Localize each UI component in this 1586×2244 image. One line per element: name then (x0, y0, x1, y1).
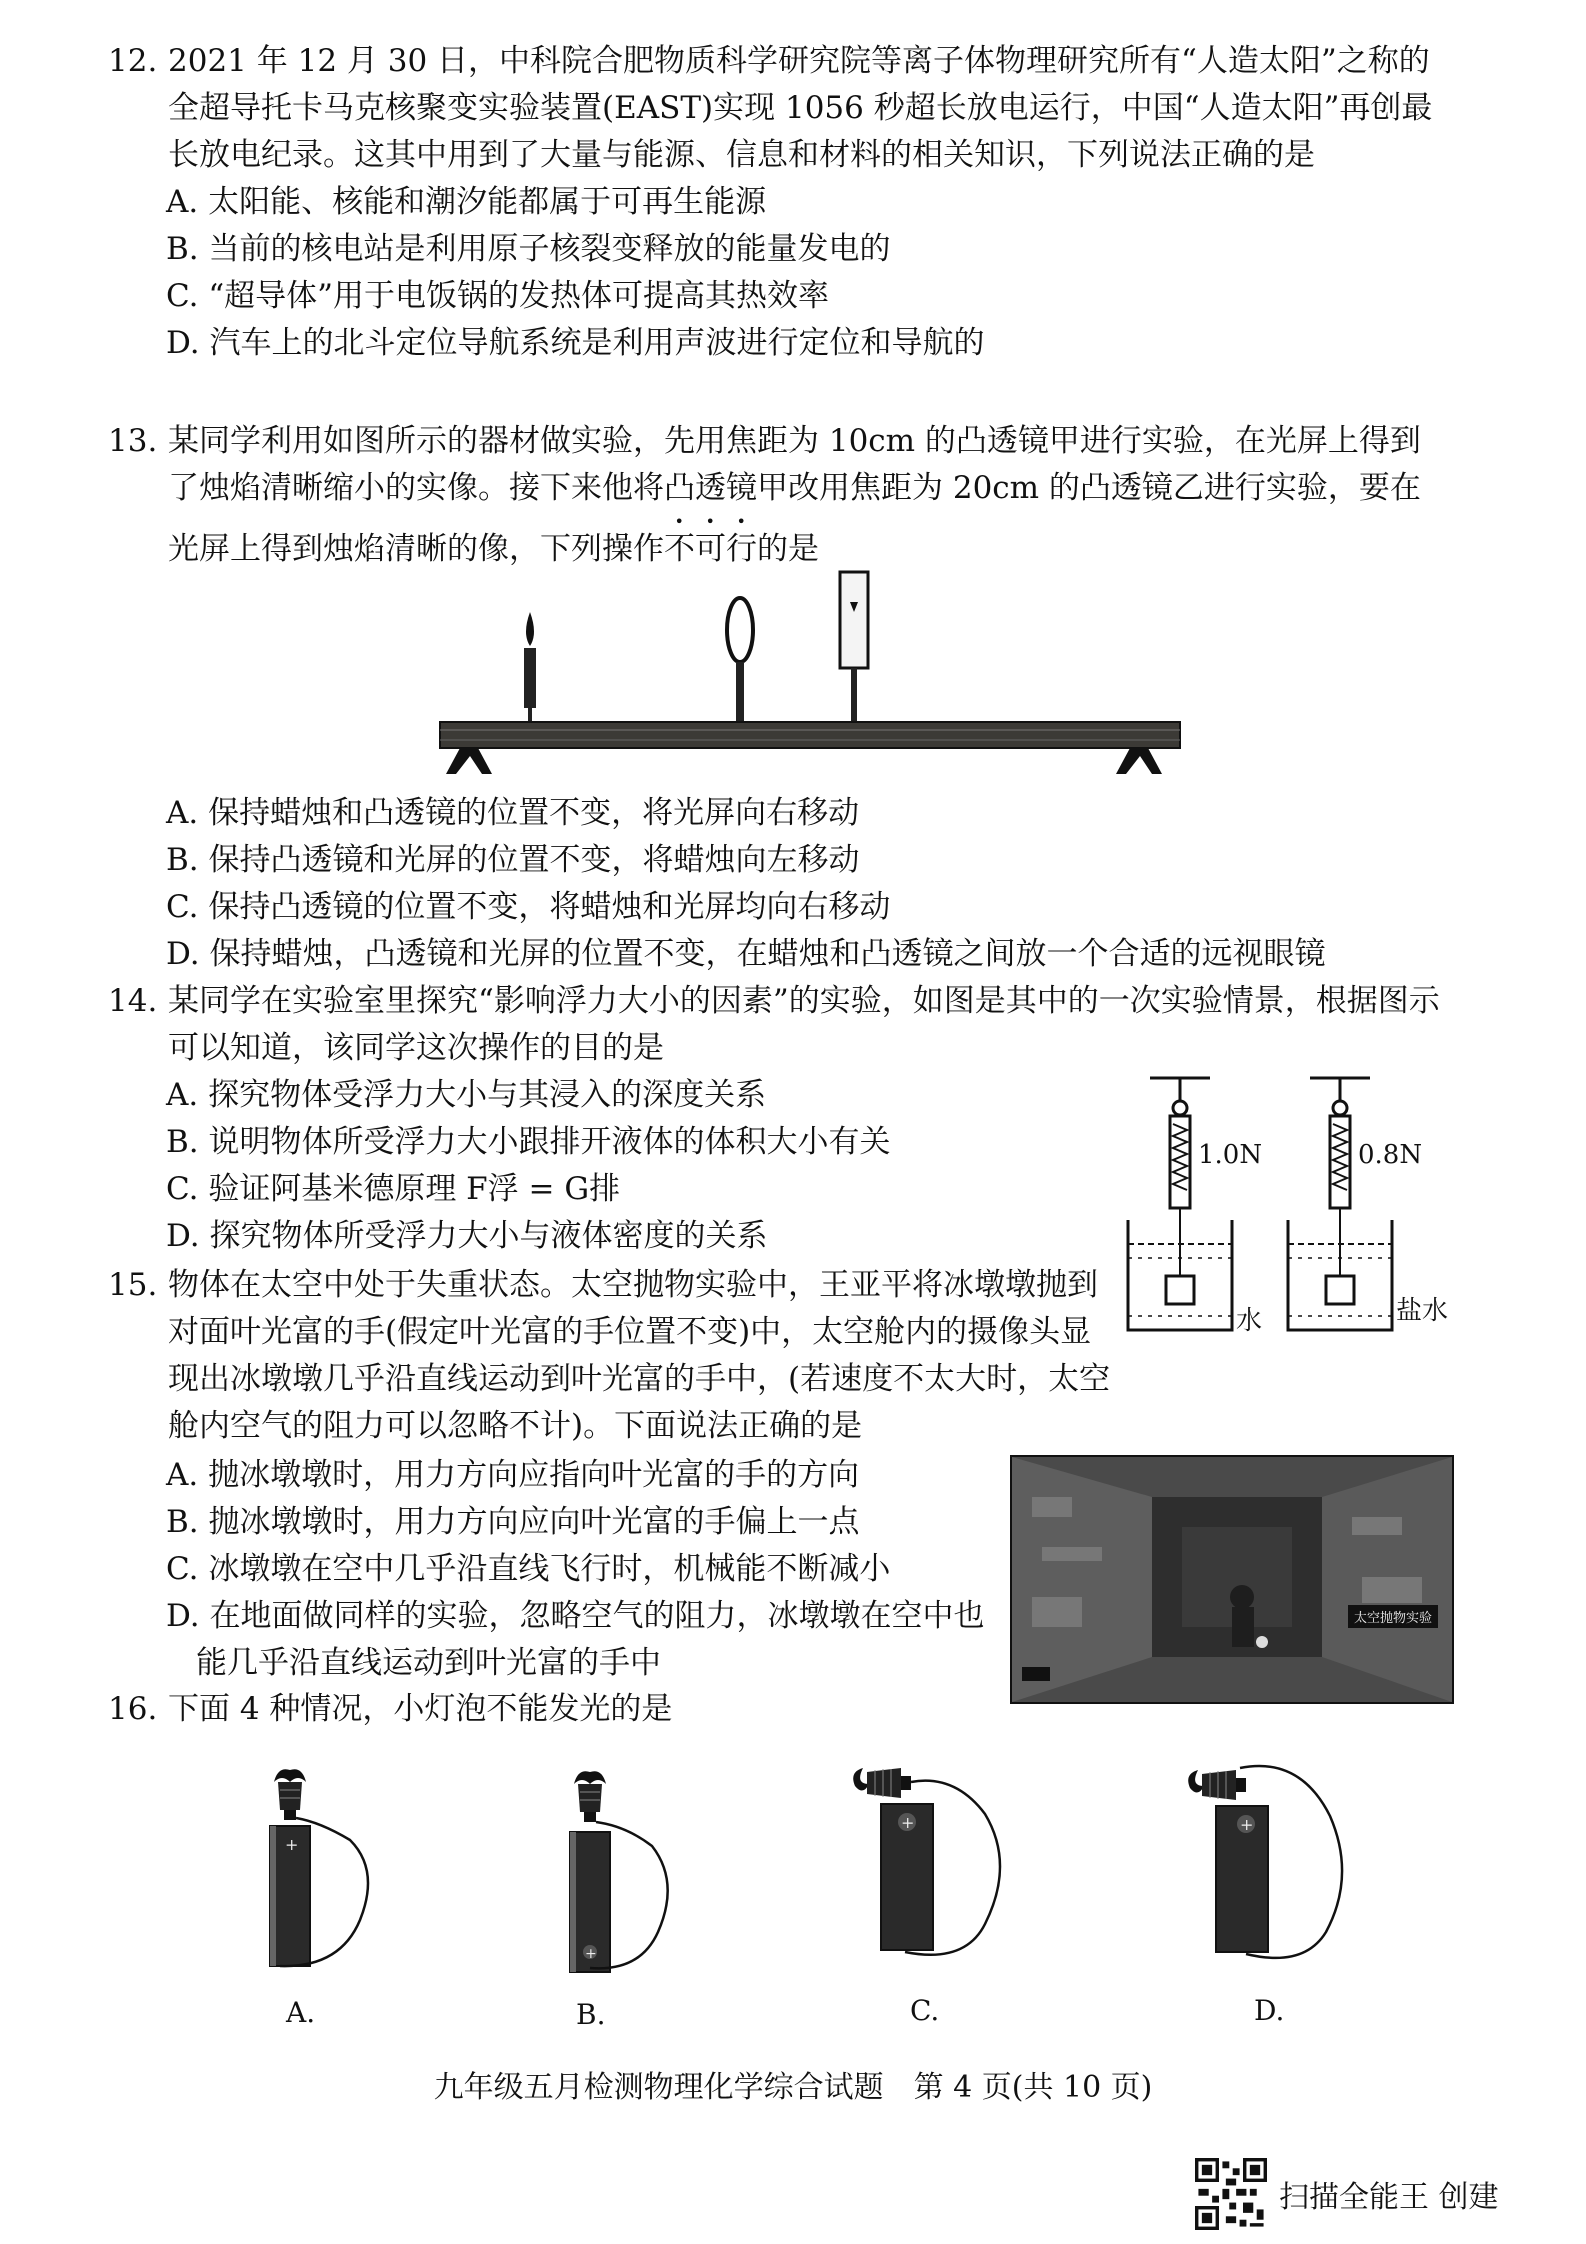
battery-icon (881, 1804, 933, 1950)
light-bulb-icon (274, 1769, 306, 1820)
question-13-stem (110, 418, 1450, 573)
watermark-text: 扫描全能王 创建 (1279, 2180, 1499, 2215)
question-12-option-d: D. 汽车上的北斗定位导航系统是利用声波进行定位和导航的 (166, 325, 985, 361)
question-16 (110, 1686, 1450, 1733)
circuit-b-figure (540, 1762, 690, 1992)
question-14-option-a: A. 探究物体受浮力大小与其浸入的深度关系 (166, 1077, 767, 1113)
question-13-option-d: D. 保持蜡烛，凸透镜和光屏的位置不变，在蜡烛和凸透镜之间放一个合适的远视眼镜 (166, 936, 1326, 972)
question-12-number: 12. (108, 43, 158, 79)
liquid-label-saltwater: 盐水 (1396, 1296, 1449, 1326)
scale-reading-left: 1.0N (1198, 1140, 1263, 1170)
question-12-stem (110, 38, 1450, 179)
question-12-option-b: B. 当前的核电站是利用原子核裂变释放的能量发电的 (166, 231, 891, 267)
question-12-option-a: A. 太阳能、核能和潮汐能都属于可再生能源 (166, 184, 767, 220)
question-15-option-b: B. 抛冰墩墩时，用力方向应向叶光富的手偏上一点 (166, 1504, 860, 1540)
question-13-option-a: A. 保持蜡烛和凸透镜的位置不变，将光屏向右移动 (166, 795, 860, 831)
question-13-option-b: B. 保持凸透镜和光屏的位置不变，将蜡烛向左移动 (166, 842, 860, 878)
page-footer: 九年级五月检测物理化学综合试题 第 4 页(共 10 页) (433, 2070, 1153, 2105)
convex-lens-icon (727, 598, 753, 724)
question-15-text: 物体在太空中处于失重状态。太空抛物实验中，王亚平将冰墩墩抛到对面叶光富的手(假定叶光富的手位置不变)中，太空舱内的摄像头显现出冰墩墩几乎沿直线运动到叶光富的手中，(若速度不太大时，太空舱内空气的阻力可以忽略不计)。下面说法正确的是 (168, 1267, 1111, 1444)
light-bulb-icon (853, 1768, 911, 1798)
circuit-d-figure (1180, 1756, 1380, 1986)
svg-text:+: + (585, 1946, 597, 1962)
svg-text:+: + (285, 1835, 299, 1854)
circuit-label-d: D. (1254, 1994, 1285, 2027)
liquid-label-water: 水 (1236, 1306, 1263, 1336)
light-bulb-icon (574, 1771, 606, 1822)
qr-code-icon (1195, 2158, 1267, 2230)
space-station-photo (1010, 1455, 1454, 1704)
circuit-label-c: C. (910, 1994, 940, 2027)
question-12 (110, 38, 1450, 367)
question-15-option-d: D. 在地面做同样的实验，忽略空气的阻力，冰墩墩在空中也能几乎沿直线运动到叶光富的手中 (166, 1598, 985, 1681)
question-14-option-c: C. 验证阿基米德原理 F浮 = G排 (166, 1171, 621, 1207)
question-15 (110, 1262, 1450, 1450)
question-15-option-c: C. 冰墩墩在空中几乎沿直线飞行时，机械能不断减小 (166, 1551, 891, 1587)
question-16-number: 16. (108, 1691, 158, 1727)
question-13-option-c: C. 保持凸透镜的位置不变，将蜡烛和光屏均向右移动 (166, 889, 891, 925)
spring-scale-left-icon (1150, 1078, 1210, 1276)
question-16-stem (110, 1686, 1450, 1733)
candle-icon (524, 612, 536, 724)
battery-icon (270, 1826, 310, 1966)
optical-bench-figure (430, 560, 1190, 780)
circuit-a-figure (240, 1760, 390, 1990)
svg-text:+: + (901, 1813, 915, 1832)
question-13-text: 某同学利用如图所示的器材做实验，先用焦距为 10cm 的凸透镜甲进行实验，在光屏上得到了烛焰清晰缩小的实像。接下来他将凸透镜甲改用焦距为 20cm 的凸透镜乙进行实验，要在光屏上得到烛焰清晰的像，下列操作不可行的是 (168, 423, 1421, 567)
question-12-option-c: C. “超导体”用于电饭锅的发热体可提高其热效率 (166, 278, 830, 314)
spring-scale-right-icon (1310, 1078, 1370, 1276)
question-13-options (110, 790, 1450, 978)
question-12-text: 2021 年 12 月 30 日，中科院合肥物质科学研究院等离子体物理研究所有“人造太阳”之称的全超导托卡马克核聚变实验装置(EAST)实现 1056 秒超长放电运行，中国“人造太阳”再创最长放电纪录。这其中用到了大量与能源、信息和材料的相关知识，下列说法正确的是 (168, 43, 1433, 173)
circuit-label-b: B. (576, 1998, 606, 2031)
emphasis-not-feasible: 不可行 (664, 531, 757, 567)
scale-reading-right: 0.8N (1358, 1140, 1423, 1170)
question-14-option-d: D. 探究物体所受浮力大小与液体密度的关系 (166, 1218, 768, 1254)
circuit-label-a: A. (286, 1996, 316, 2029)
light-bulb-icon (1188, 1770, 1246, 1800)
question-15-number: 15. (108, 1267, 158, 1303)
question-14-number: 14. (108, 983, 158, 1019)
scanner-watermark (1195, 2158, 1499, 2230)
svg-text:+: + (1240, 1815, 1254, 1834)
question-16-text: 下面 4 种情况，小灯泡不能发光的是 (168, 1691, 673, 1727)
question-13-number: 13. (108, 423, 158, 459)
battery-icon (1216, 1806, 1268, 1952)
bench-rail (440, 722, 1180, 774)
question-15-option-a: A. 抛冰墩墩时，用力方向应指向叶光富的手的方向 (166, 1457, 860, 1493)
circuit-c-figure (845, 1754, 1045, 1984)
light-screen-icon (840, 572, 868, 724)
question-14-stem (110, 978, 1450, 1072)
photo-caption: 太空抛物实验 (1348, 1605, 1438, 1628)
question-13 (110, 418, 1450, 573)
question-14-option-b: B. 说明物体所受浮力大小跟排开液体的体积大小有关 (166, 1124, 891, 1160)
question-14-text: 某同学在实验室里探究“影响浮力大小的因素”的实验，如图是其中的一次实验情景，根据图示可以知道，该同学这次操作的目的是 (168, 983, 1440, 1066)
battery-icon (570, 1832, 610, 1972)
